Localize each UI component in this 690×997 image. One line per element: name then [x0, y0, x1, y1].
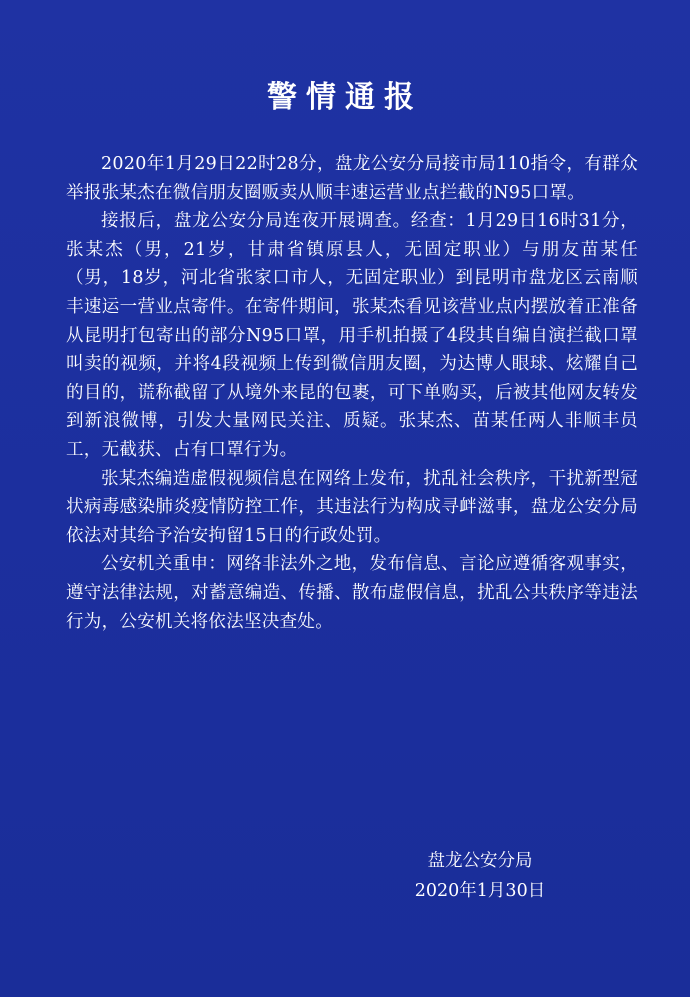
signature-organization: 盘龙公安分局 — [427, 851, 533, 871]
paragraph-statement: 公安机关重申：网络非法外之地，发布信息、言论应遵循客观事实，遵守法律法规，对蓄意编造、传播、散布虚假信息，扰乱公共秩序等违法行为，公安机关将依法坚决查处。 — [66, 554, 638, 632]
paragraph-report: 2020年1月29日22时28分，盘龙公安分局接市局110指令，有群众举报张某杰在微信朋友圈贩卖从顺丰速运营业点拦截的N95口罩。 — [66, 154, 638, 203]
paragraph-penalty: 张某杰编造虚假视频信息在网络上发布，扰乱社会秩序，干扰新型冠状病毒感染肺炎疫情防控工作，其违法行为构成寻衅滋事，盘龙公安分局依法对其给予治安拘留15日的行政处罚。 — [66, 468, 638, 546]
signature-block — [380, 846, 580, 906]
signature-date: 2020年1月30日 — [414, 881, 546, 901]
paragraph-investigation: 接报后，盘龙公安分局连夜开展调查。经查：1月29日16时31分，张某杰（男，21岁，甘肃省镇原县人，无固定职业）与朋友苗某任（男，18岁，河北省张家口市人，无固定职业）到昆明市盘龙区云南顺丰速运一营业点寄件。在寄件期间，张某杰看见该营业点内摆放着正准备从昆明打包寄出的部分N95口罩，用手机拍摄了4段其自编自演拦截口罩叫卖的视频，并将4段视频上传到微信朋友圈，为达博人眼球、炫耀自己的目的，谎称截留了从境外来昆的包裹，可下单购买，后被其他网友转发到新浪微博，引发大量网民关注、质疑。张某杰、苗某任两人非顺丰员工，无截获、占有口罩行为。 — [66, 211, 638, 460]
notice-body — [66, 150, 638, 636]
notice-title: 警情通报 — [267, 80, 423, 115]
